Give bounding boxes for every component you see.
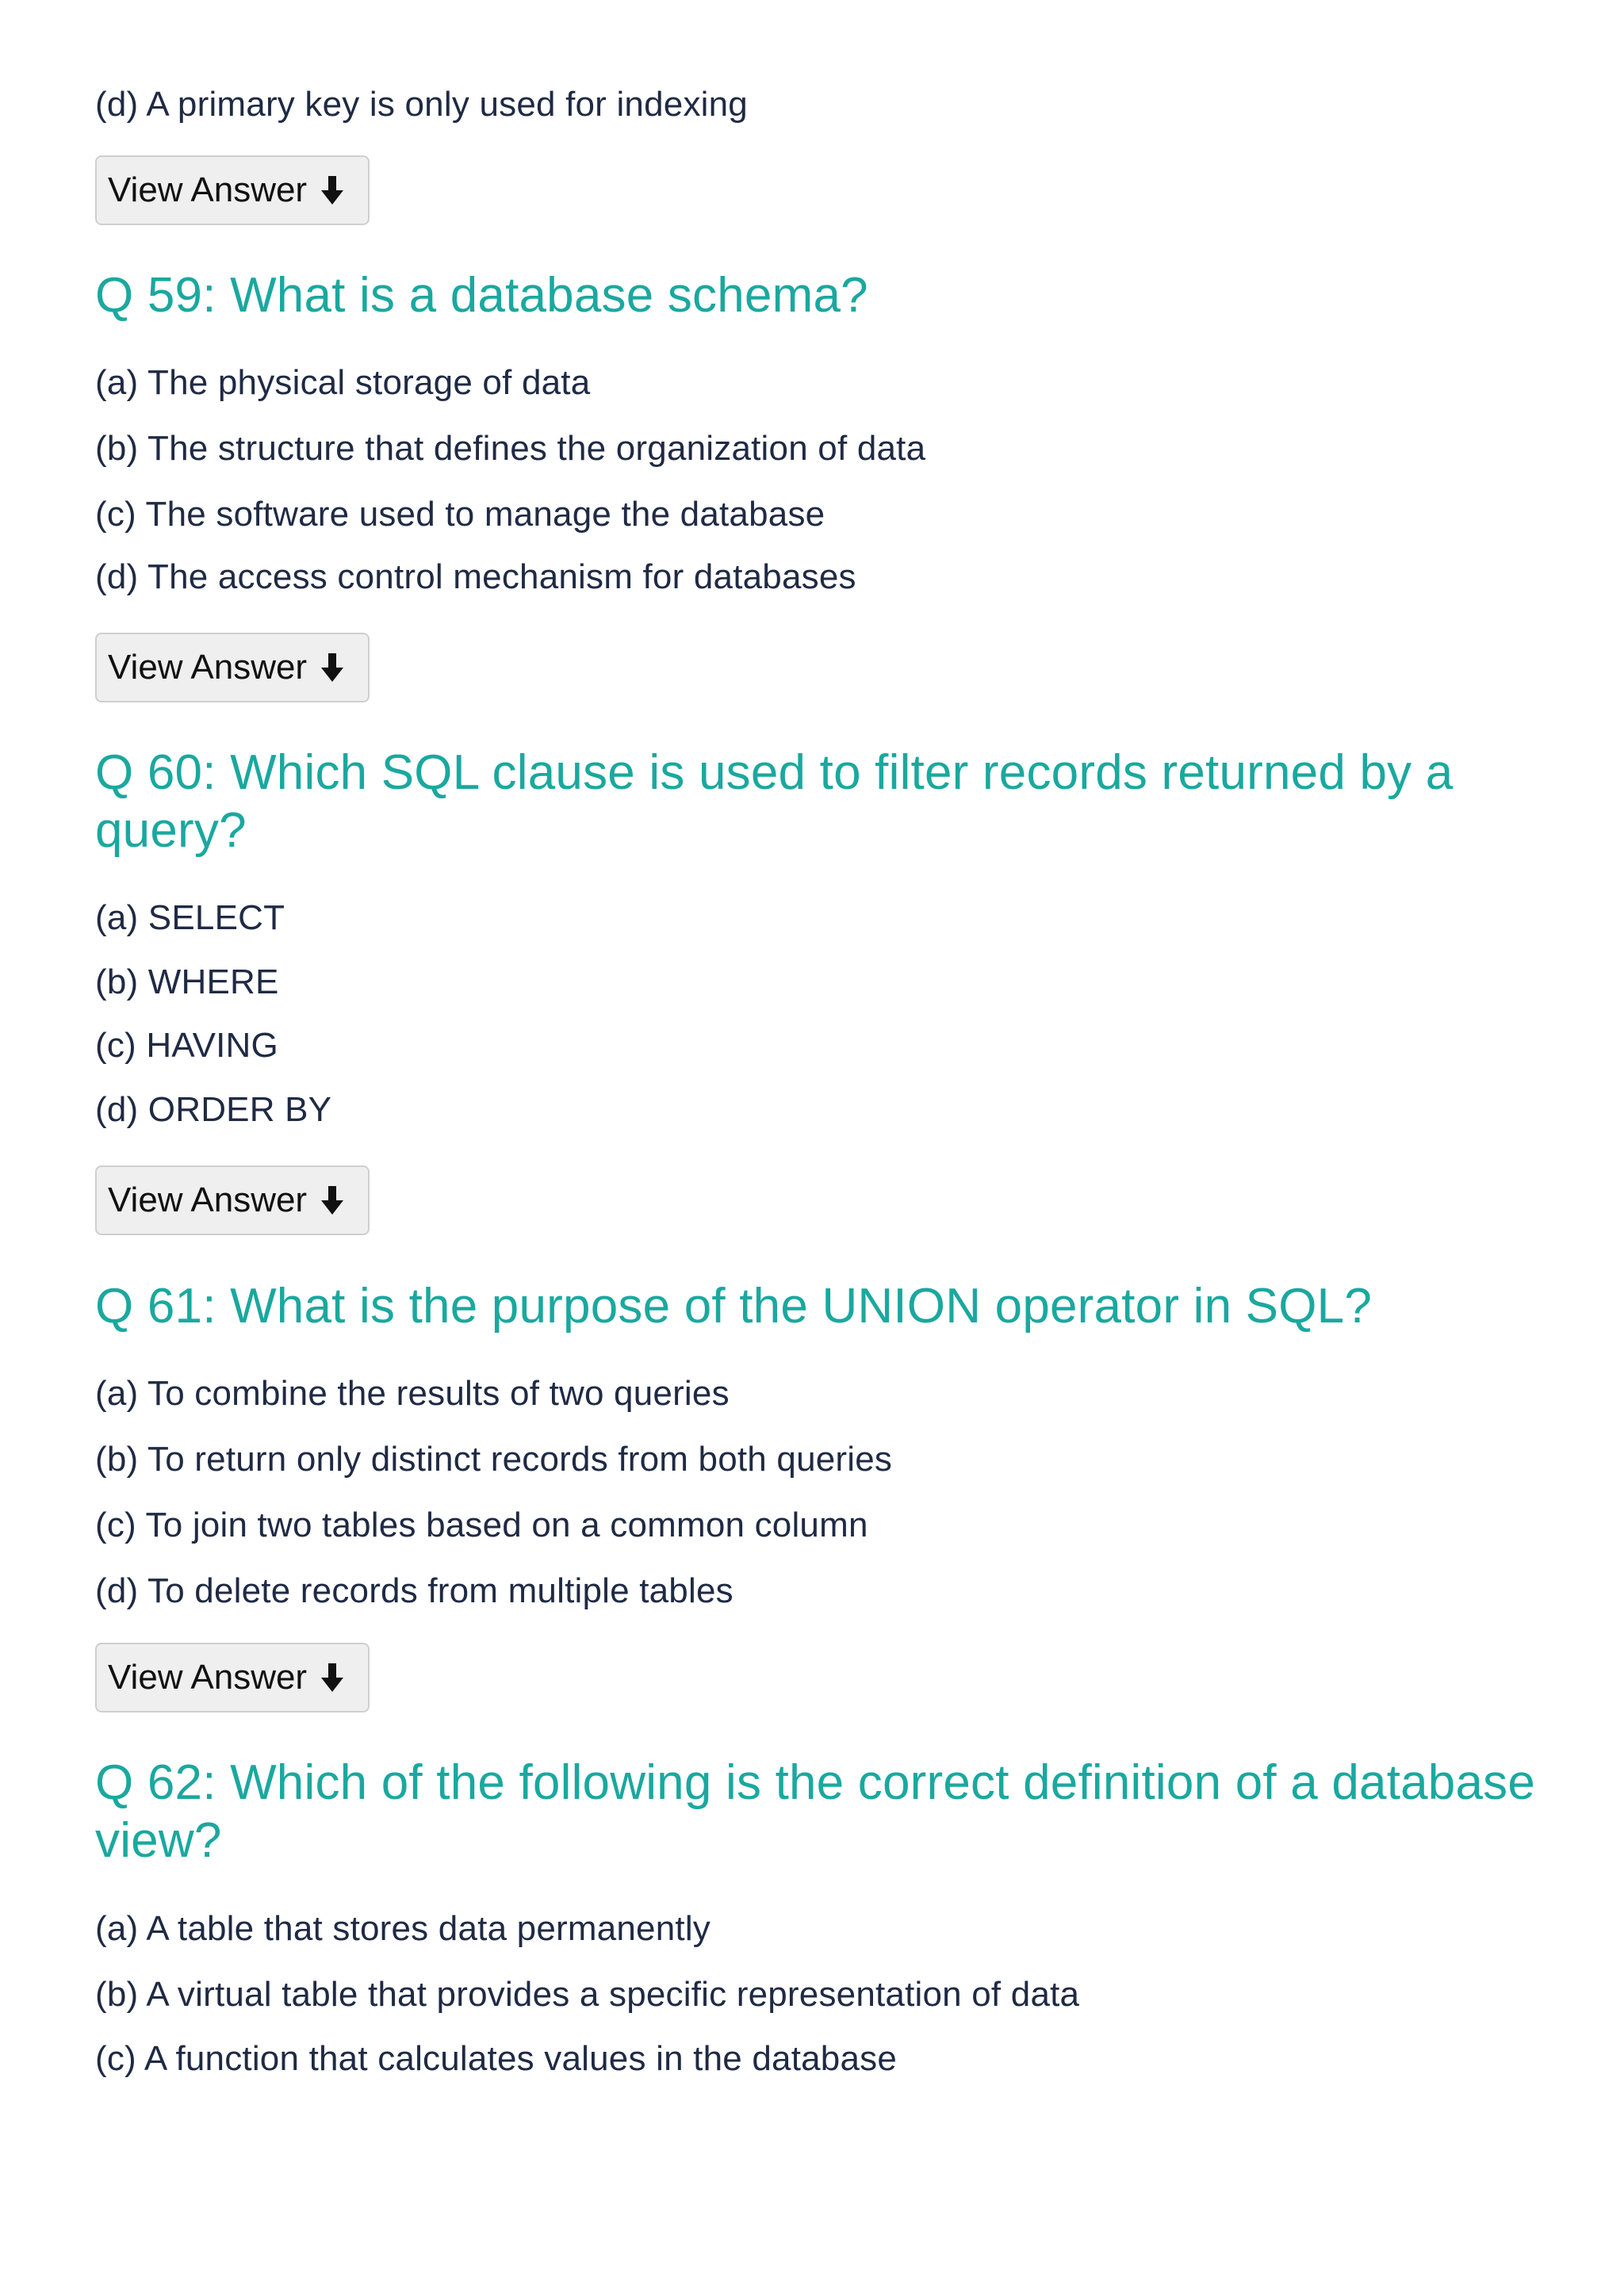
q62-option-a: (a) A table that stores data permanently <box>95 1909 711 1948</box>
down-arrow-icon <box>320 1184 345 1216</box>
question-62-title-line2: view? <box>95 1813 222 1868</box>
view-answer-label: View Answer <box>108 648 308 687</box>
q60-option-b: (b) WHERE <box>95 962 279 1001</box>
q62-option-c: (c) A function that calculates values in the database <box>95 2039 897 2078</box>
down-arrow-icon <box>320 1662 345 1693</box>
q61-option-a: (a) To combine the results of two queries <box>95 1374 730 1413</box>
question-60-title-line1: Q 60: Which SQL clause is used to filter records returned by a <box>95 745 1454 800</box>
q61-option-b: (b) To return only distinct records from both queries <box>95 1440 893 1479</box>
q59-option-b: (b) The structure that defines the organization of data <box>95 429 926 468</box>
question-61-title: Q 61: What is the purpose of the UNION operator in SQL? <box>95 1279 1373 1334</box>
q59-option-d: (d) The access control mechanism for databases <box>95 557 856 596</box>
view-answer-label: View Answer <box>108 1658 308 1697</box>
view-answer-button-q61[interactable] <box>95 1643 370 1712</box>
q62-option-b: (b) A virtual table that provides a specific representation of data <box>95 1975 1080 2014</box>
q61-option-d: (d) To delete records from multiple tables <box>95 1571 733 1610</box>
q60-option-a: (a) SELECT <box>95 898 285 937</box>
q59-option-c: (c) The software used to manage the database <box>95 495 825 534</box>
down-arrow-icon <box>320 174 345 206</box>
down-arrow-icon <box>320 652 345 683</box>
view-answer-label: View Answer <box>108 170 308 209</box>
view-answer-button-q59[interactable] <box>95 633 370 702</box>
q58-option-d: (d) A primary key is only used for indexing <box>95 85 748 124</box>
q60-option-d: (d) ORDER BY <box>95 1090 332 1129</box>
q61-option-c: (c) To join two tables based on a common column <box>95 1506 868 1544</box>
question-62-title-line1: Q 62: Which of the following is the correct definition of a database <box>95 1755 1536 1810</box>
view-answer-label: View Answer <box>108 1181 308 1219</box>
q60-option-c: (c) HAVING <box>95 1026 278 1065</box>
question-60-title-line2: query? <box>95 803 247 858</box>
question-59-title: Q 59: What is a database schema? <box>95 268 868 323</box>
q59-option-a: (a) The physical storage of data <box>95 363 591 402</box>
view-answer-button-q58[interactable] <box>95 155 370 225</box>
view-answer-button-q60[interactable] <box>95 1165 370 1235</box>
